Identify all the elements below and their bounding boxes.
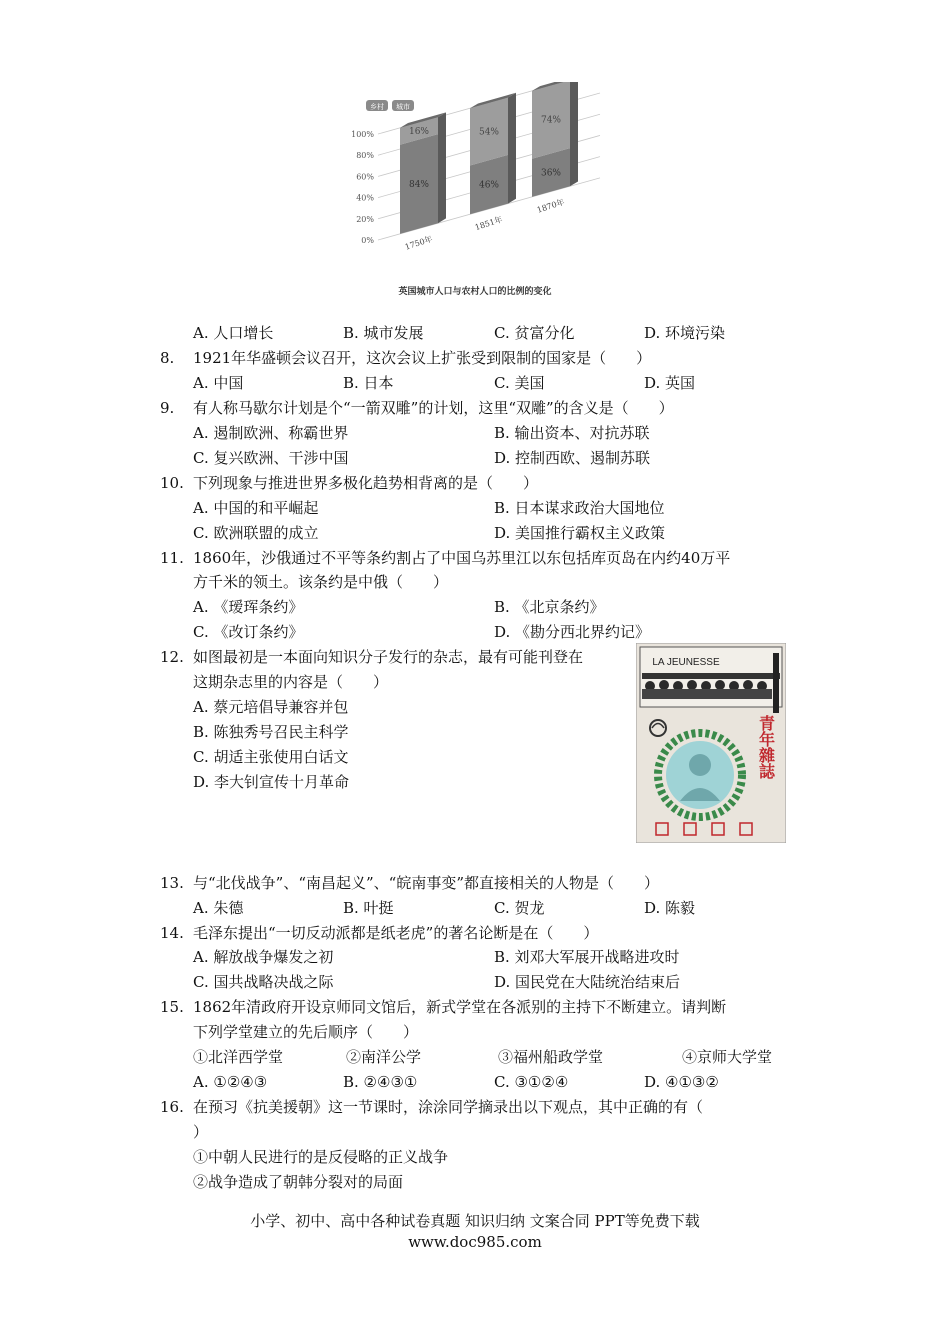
q14-number: 14. (160, 924, 184, 942)
q8-number: 8. (160, 349, 175, 367)
bar-1870年 (532, 82, 578, 215)
q7-options (0, 322, 950, 344)
y-tick-label: 60% (356, 172, 374, 182)
q10-number: 10. (160, 474, 184, 492)
q16-stem-cont (0, 1121, 950, 1143)
bar-year-label: 1750年 (403, 234, 434, 252)
chart-caption: 英国城市人口与农村人口的比例的变化 (398, 287, 552, 297)
q16-item-2: ②战争造成了朝韩分裂对的局面 (193, 1173, 404, 1191)
q13-option-d[interactable]: D. 陈毅 (644, 899, 696, 917)
q15-item-4: ④京师大学堂 (682, 1048, 773, 1066)
q14-option-d[interactable]: D. 国民党在大陆统治结束后 (494, 973, 681, 991)
q13-option-b[interactable]: B. 叶挺 (343, 899, 394, 917)
q9-options-row2 (0, 447, 950, 469)
bar-rural-label: 36% (540, 168, 562, 179)
q16-item-row-2 (0, 1171, 950, 1193)
q12-stem (0, 646, 640, 668)
q8-option-a[interactable]: A. 中国 (193, 374, 244, 392)
bar-urban-label: 54% (478, 127, 500, 138)
cover-title-cn: 青年雜誌 (756, 715, 776, 779)
footer-url[interactable]: www.doc985.com (408, 1233, 542, 1251)
q15-number: 15. (160, 998, 184, 1016)
q13-stem (0, 872, 950, 894)
q9-option-a[interactable]: A. 遏制欧洲、称霸世界 (193, 424, 349, 442)
q16-item-1: ①中朝人民进行的是反侵略的正义战争 (193, 1148, 449, 1166)
q10-option-a[interactable]: A. 中国的和平崛起 (193, 499, 319, 517)
q15-item-3: ③福州船政学堂 (498, 1048, 604, 1066)
q12-option-d[interactable]: D. 李大钊宣传十月革命 (193, 773, 350, 791)
y-tick-label: 20% (356, 214, 374, 224)
q15-option-c[interactable]: C. ③①②④ (494, 1073, 569, 1091)
q9-text: 有人称马歇尔计划是个“一箭双雕”的计划，这里“双雕”的含义是（ ） (193, 399, 674, 417)
q11-options-row1 (0, 596, 950, 618)
chart-svg (342, 82, 608, 300)
bar-year-label: 1870年 (535, 197, 566, 215)
q15-items (0, 1046, 950, 1068)
q12-option-c[interactable]: C. 胡适主张使用白话文 (193, 748, 349, 766)
q10-text: 下列现象与推进世界多极化趋势相背离的是（ ） (193, 474, 539, 492)
q15-item-2: ②南洋公学 (346, 1048, 422, 1066)
y-tick-label: 100% (351, 130, 374, 139)
bar-year-label: 1851年 (473, 214, 504, 233)
q12-option-a[interactable]: A. 蔡元培倡导兼容并包 (193, 698, 349, 716)
bar-side (570, 82, 578, 186)
cover-svg (636, 643, 786, 843)
bar-side (438, 112, 446, 223)
q15-option-d[interactable]: D. ④①③② (644, 1073, 719, 1091)
y-tick-label: 80% (356, 151, 374, 161)
q12-text-line2: 这期杂志里的内容是（ ） (193, 673, 389, 691)
q9-option-c[interactable]: C. 复兴欧洲、干涉中国 (193, 449, 349, 467)
footer-line1: 小学、初中、高中各种试卷真题 知识归纳 文案合同 PPT等免费下载 (250, 1212, 700, 1230)
q16-text-line1: 在预习《抗美援朝》这一节课时，涂涂同学摘录出以下观点，其中正确的有（ (193, 1098, 704, 1116)
q7-option-a[interactable]: A. 人口增长 (193, 324, 274, 342)
q8-option-c[interactable]: C. 美国 (494, 374, 545, 392)
q13-text: 与“北伐战争”、“南昌起义”、“皖南事变”都直接相关的人物是（ ） (193, 874, 660, 892)
q12-text-line1: 如图最初是一本面向知识分子发行的杂志，最有可能刊登在 (193, 648, 584, 666)
q11-stem-cont (0, 571, 950, 593)
q9-options-row1 (0, 422, 950, 444)
q10-option-b[interactable]: B. 日本谋求政治大国地位 (494, 499, 665, 517)
q12-option-b[interactable]: B. 陈独秀号召民主科学 (193, 723, 349, 741)
q9-option-b[interactable]: B. 输出资本、对抗苏联 (494, 424, 650, 442)
q8-option-d[interactable]: D. 英国 (644, 374, 696, 392)
legend-rural: 乡村 (370, 103, 384, 111)
bar-rural-label: 84% (408, 180, 430, 190)
q13-options (0, 897, 950, 919)
q11-number: 11. (160, 549, 184, 567)
bar-side (508, 93, 516, 204)
population-ratio-chart (342, 82, 608, 300)
q16-stem (0, 1096, 950, 1118)
q13-number: 13. (160, 874, 184, 892)
bar-urban-label: 16% (408, 127, 430, 137)
q14-stem (0, 922, 950, 944)
legend-urban: 城市 (396, 103, 410, 111)
q10-option-d[interactable]: D. 美国推行霸权主义政策 (494, 524, 666, 542)
q8-options (0, 372, 950, 394)
q13-option-a[interactable]: A. 朱德 (193, 899, 244, 917)
cover-title-latin: LA JEUNESSE (652, 657, 720, 668)
q16-item-row-1 (0, 1146, 950, 1168)
bar-rural-label: 46% (478, 180, 500, 191)
q14-options-row2 (0, 971, 950, 993)
q15-stem-cont (0, 1021, 950, 1043)
q9-number: 9. (160, 399, 175, 417)
q12-option-row-c (0, 746, 640, 768)
q14-text: 毛泽东提出“一切反动派都是纸老虎”的著名论断是在（ ） (193, 924, 599, 942)
q14-options-row1 (0, 946, 950, 968)
q9-stem (0, 397, 950, 419)
y-tick-label: 40% (356, 193, 374, 203)
q12-option-row-b (0, 721, 640, 743)
q7-option-c[interactable]: C. 贫富分化 (494, 324, 575, 342)
q8-stem (0, 347, 950, 369)
q14-option-b[interactable]: B. 刘邓大军展开战略进攻时 (494, 948, 680, 966)
q7-option-b[interactable]: B. 城市发展 (343, 324, 424, 342)
magazine-cover-image (636, 643, 786, 843)
q15-text-line2: 下列学堂建立的先后顺序（ ） (193, 1023, 419, 1041)
q15-text-line1: 1862年清政府开设京师同文馆后，新式学堂在各派别的主持下不断建立。请判断 (193, 998, 727, 1016)
q7-option-d[interactable]: D. 环境污染 (644, 324, 726, 342)
q8-text: 1921年华盛顿会议召开，这次会议上扩张受到限制的国家是（ ） (193, 349, 652, 367)
q15-stem (0, 996, 950, 1018)
q14-option-a[interactable]: A. 解放战争爆发之初 (193, 948, 334, 966)
bar-1750年 (400, 112, 446, 251)
q10-options-row2 (0, 522, 950, 544)
q15-item-1: ①北洋西学堂 (193, 1048, 284, 1066)
q11-option-d[interactable]: D. 《勘分西北界约记》 (494, 623, 651, 641)
q15-options (0, 1071, 950, 1093)
y-tick-label: 0% (361, 236, 374, 245)
q11-option-a[interactable]: A. 《瑷珲条约》 (193, 598, 304, 616)
cover-silhouettes (642, 673, 780, 699)
q16-number: 16. (160, 1098, 184, 1116)
q14-option-c[interactable]: C. 国共战略决战之际 (193, 973, 334, 991)
q12-option-row-d (0, 771, 640, 793)
q10-option-c[interactable]: C. 欧洲联盟的成立 (193, 524, 319, 542)
q12-option-row-a (0, 696, 640, 718)
chart-bars (400, 82, 578, 252)
q12-stem-cont (0, 671, 640, 693)
y-tick-labels (351, 130, 374, 245)
q11-option-b[interactable]: B. 《北京条约》 (494, 598, 605, 616)
q10-options-row1 (0, 497, 950, 519)
q11-options-row2 (0, 621, 950, 643)
q11-stem (0, 547, 950, 569)
q10-stem (0, 472, 950, 494)
q11-text-line1: 1860年，沙俄通过不平等条约割占了中国乌苏里江以东包括库页岛在内约40万平 (193, 549, 731, 567)
q13-option-c[interactable]: C. 贺龙 (494, 899, 545, 917)
q9-option-d[interactable]: D. 控制西欧、遏制苏联 (494, 449, 651, 467)
q16-text-line2: ） (193, 1123, 209, 1141)
q11-option-c[interactable]: C. 《改订条约》 (193, 623, 304, 641)
q11-text-line2: 方千米的领土。该条约是中俄（ ） (193, 573, 449, 591)
q12-number: 12. (160, 648, 184, 666)
bar-urban-label: 74% (540, 115, 562, 126)
bar-1851年 (470, 93, 516, 232)
q15-option-a[interactable]: A. ①②④③ (193, 1073, 268, 1091)
q15-option-b[interactable]: B. ②④③① (343, 1073, 418, 1091)
q8-option-b[interactable]: B. 日本 (343, 374, 394, 392)
